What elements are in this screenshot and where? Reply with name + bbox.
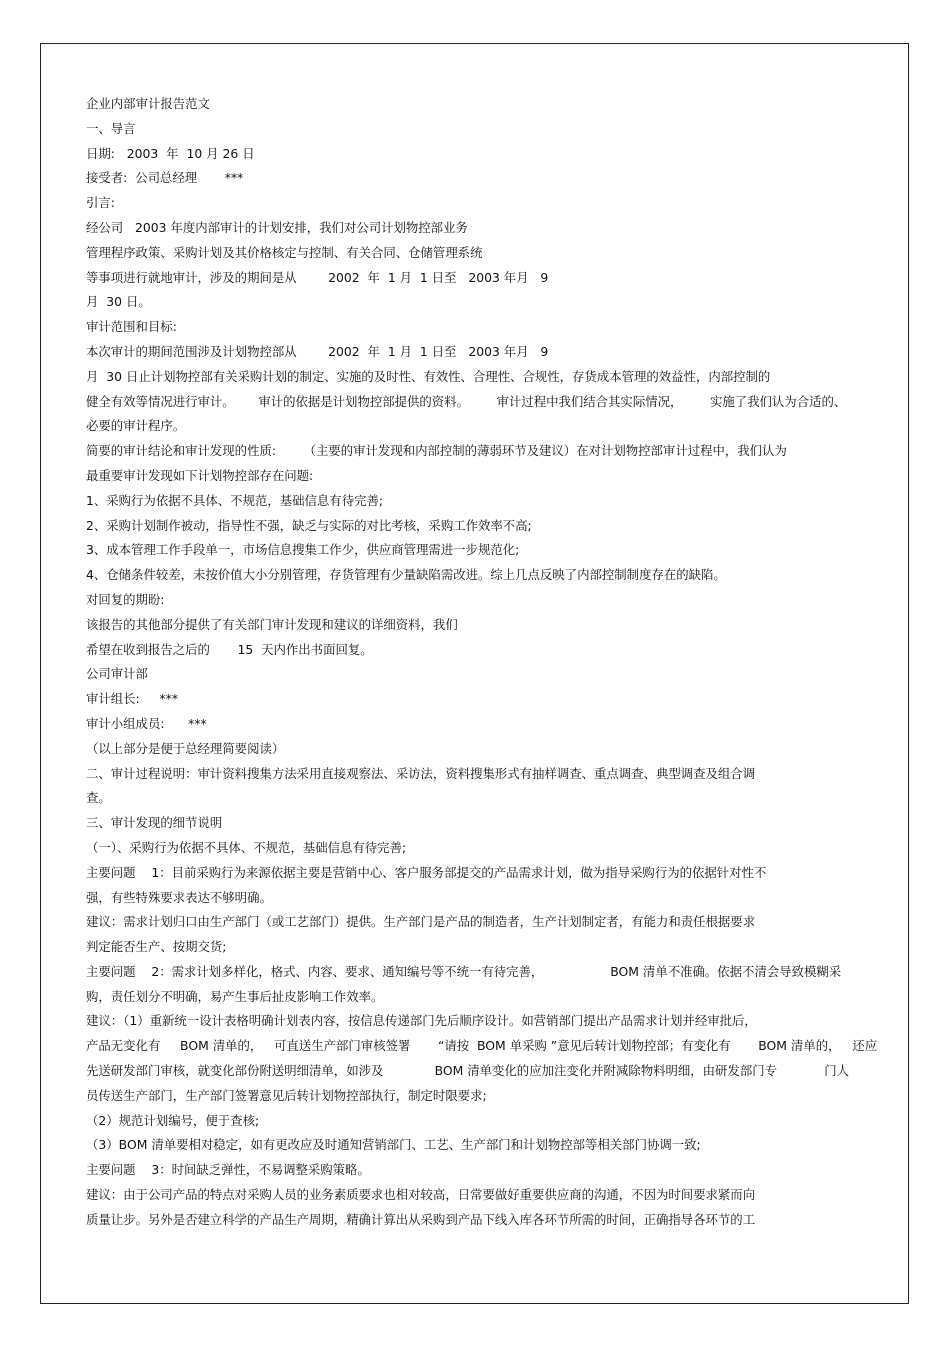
paragraph-line: 主要问题 2：需求计划多样化，格式、内容、要求、通知编号等不统一有待完善， BOM 清单不准确。依据不清会导致模糊采 xyxy=(86,963,842,979)
paragraph-line: 建议：（1）重新统一设计表格明确计划表内容，按信息传递部门先后顺序设计。如营销部门提出产品需求计划并经审批后， xyxy=(86,1013,757,1029)
paragraph-line: （3）BOM 清单要相对稳定，如有更改应及时通知营销部门、工艺、生产部门和计划物控部等相关部门协调一致; xyxy=(86,1137,701,1153)
paragraph-line: 查。 xyxy=(86,790,111,806)
signature-leader: 审计组长: *** xyxy=(86,691,179,707)
paragraph-line: 经公司 2003 年度内部审计的计划安排，我们对公司计划物控部业务 xyxy=(86,219,468,235)
list-item: 4、仓储条件较差，未按价值大小分别管理，存货管理有少量缺陷需改进。综上几点反映了内部控制制度存在的缺陷。 xyxy=(86,567,726,583)
paragraph-line: 本次审计的期间范围涉及计划物控部从 2002 年 1 月 1 日至 2003 年月 9 xyxy=(86,343,549,359)
paragraph-line: 月 30 日。 xyxy=(86,294,151,310)
paragraph-line: 希望在收到报告之后的 15 天内作出书面回复。 xyxy=(86,641,373,657)
signature-members: 审计小组成员: *** xyxy=(86,715,207,731)
paragraph-line: 购，责任划分不明确，易产生事后扯皮影响工作效率。 xyxy=(86,988,384,1004)
list-item: 2、采购计划制作被动，指导性不强，缺乏与实际的对比考核，采购工作效率不高; xyxy=(86,517,532,533)
paragraph-line: 最重要审计发现如下计划物控部存在问题: xyxy=(86,467,314,483)
list-item: 1、采购行为依据不具体、不规范，基础信息有待完善; xyxy=(86,492,384,508)
recipient-line: 接受者: 公司总经理 *** xyxy=(86,170,244,186)
paragraph-line: 判定能否生产、按期交货; xyxy=(86,939,227,955)
paragraph-line: 月 30 日止计划物控部有关采购计划的制定、实施的及时性、有效性、合理性、合规性，存货成本管理的效益性，内部控制的 xyxy=(86,368,771,384)
paragraph-line: 产品无变化有 BOM 清单的， 可直送生产部门审核签署 “请按 BOM 单采购 ”意见后转计划物控部；有变化有 BOM 清单的， 还应 xyxy=(86,1038,878,1054)
paragraph-line: 建议：需求计划归口由生产部门（或工艺部门）提供。生产部门是产品的制造者，生产计划制定者，有能力和责任根据要求 xyxy=(86,914,756,930)
subsection-heading: （一）、采购行为依据不具体、不规范，基础信息有待完善; xyxy=(86,839,407,855)
paragraph-line: 质量让步。另外是否建立科学的产品生产周期，精确计算出从采购到产品下线入库各环节所需的时间，正确指导各环节的工 xyxy=(86,1211,756,1227)
paragraph-line: 管理程序政策、采购计划及其价格核定与控制、有关合同、仓储管理系统 xyxy=(86,244,483,260)
paragraph-line: 主要问题 3：时间缺乏弹性，不易调整采购策略。 xyxy=(86,1162,370,1178)
paragraph-line: 先送研发部门审核，就变化部份附送明细清单，如涉及 BOM 清单变化的应加注变化并附减除物料明细，由研发部门专 门人 xyxy=(86,1063,850,1079)
paragraph-line: 建议：由于公司产品的特点对采购人员的业务素质要求也相对较高，日常要做好重要供应商的沟通，不因为时间要求紧而向 xyxy=(86,1187,756,1203)
document-title: 企业内部审计报告范文 xyxy=(86,96,210,111)
subheading: 引言: xyxy=(86,195,115,211)
section-heading: 二、审计过程说明：审计资料搜集方法采用直接观察法、采访法，资料搜集形式有抽样调查、重点调查、典型调查及组合调 xyxy=(86,765,756,781)
paragraph-line: 健全有效等情况进行审计。 审计的依据是计划物控部提供的资料。 审计过程中我们结合其实际情况， 实施了我们认为合适的、 xyxy=(86,393,847,409)
paragraph-line: 简要的审计结论和审计发现的性质: （主要的审计发现和内部控制的薄弱环节及建议）在对计划物控部审计过程中，我们认为 xyxy=(86,443,787,459)
note-line: （以上部分是便于总经理简要阅读） xyxy=(86,740,285,756)
signature-dept: 公司审计部 xyxy=(86,666,148,682)
paragraph-line: 主要问题 1：目前采购行为来源依据主要是营销中心、客户服务部提交的产品需求计划，做为指导采购行为的依据针对性不 xyxy=(86,864,767,880)
date-line: 日期: 2003 年 10 月 26 日 xyxy=(86,145,255,161)
paragraph-line: （2）规范计划编号，便于查核; xyxy=(86,1112,260,1128)
paragraph-line: 员传送生产部门，生产部门签署意见后转计划物控部执行，制定时限要求; xyxy=(86,1087,487,1103)
paragraph-line: 必要的审计程序。 xyxy=(86,418,186,434)
section-heading: 一、导言 xyxy=(86,120,136,136)
subheading: 审计范围和目标: xyxy=(86,319,177,335)
paragraph-line: 强，有些特殊要求表达不够明确。 xyxy=(86,889,272,905)
list-item: 3、成本管理工作手段单一，市场信息搜集工作少，供应商管理需进一步规范化; xyxy=(86,542,520,558)
paragraph-line: 等事项进行就地审计，涉及的期间是从 2002 年 1 月 1 日至 2003 年月 9 xyxy=(86,269,549,285)
paragraph-line: 该报告的其他部分提供了有关部门审计发现和建议的详细资料，我们 xyxy=(86,616,458,632)
section-heading: 三、审计发现的细节说明 xyxy=(86,815,223,831)
document-body xyxy=(86,92,876,1233)
subheading: 对回复的期盼: xyxy=(86,591,165,607)
